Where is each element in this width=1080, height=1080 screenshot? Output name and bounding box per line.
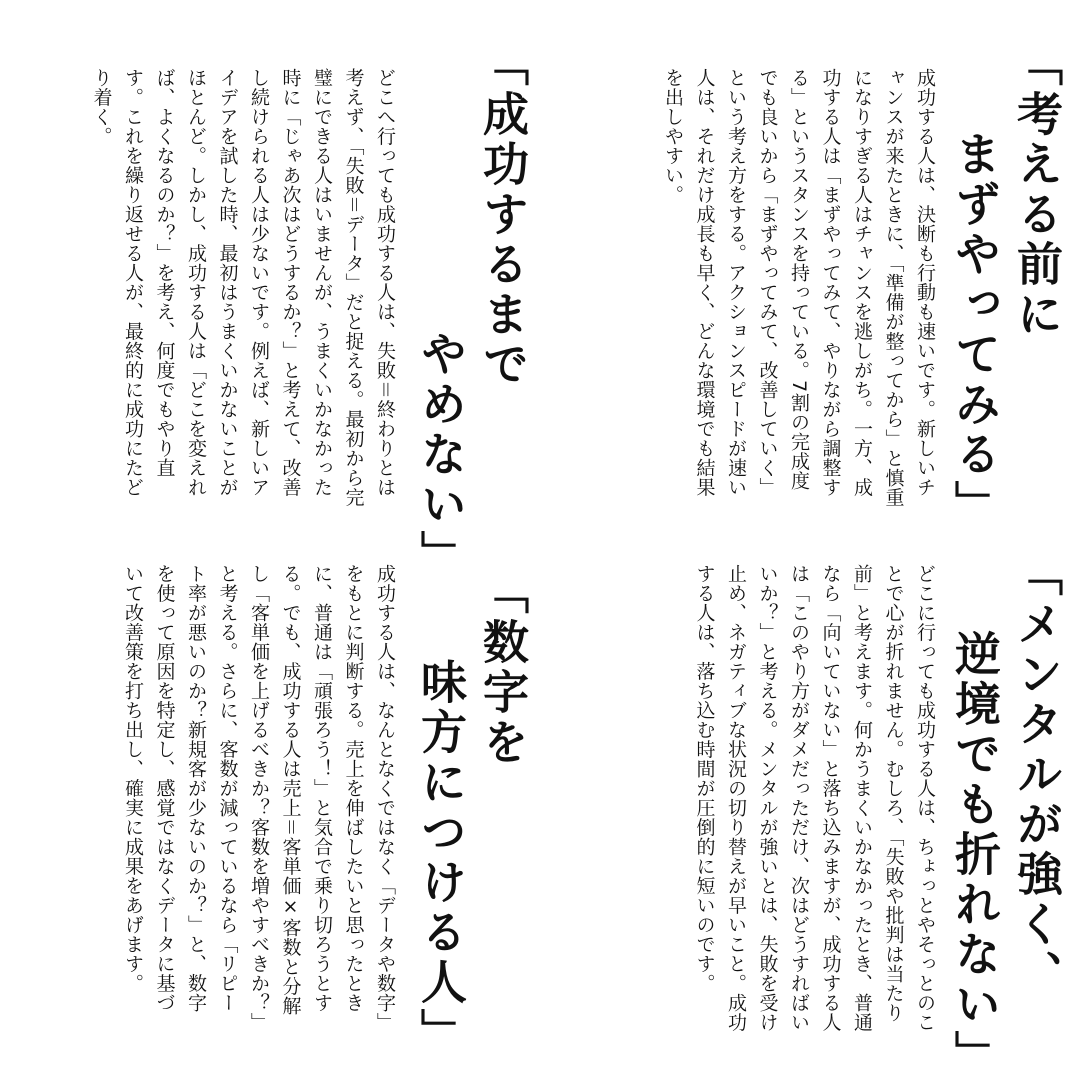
section-body: 成功する人は、決断も行動も速いです。新しいチャンスが来たときに、「準備が整ってから」と慎重になりすぎる人はチャンスを逃しがち。一方、成功する人は「まずやってみて、やりながら調整する」というスタンスを持っている。7割の完成度でも良いから「まずやってみて、改善していく」という考え方をする。アクションスピードが速い人は、それだけ成長も早く、どんな環境でも結果を出しやすい。 <box>662 68 936 507</box>
heading-line-1: 「数字を <box>476 568 530 768</box>
heading-line-2: 逆境でも折れない」 <box>948 630 1002 1080</box>
section-body: どこに行っても成功する人は、ちょっとやそっとのことで心が折れません。むしろ、「失敗や批判は当たり前」と考えます。何かうまくいかなかったとき、普通なら「向いていない」と落ち込みますが、成功する人は「このやり方がダメだっただけ、次はどうすればいいか？」と考える。メンタルが強いとは、失敗を受け止め、ネガティブな状況の切り替えが早いこと。成功する人は、落ち込む時間が圧倒的に短いのです。 <box>693 564 936 1032</box>
section-heading <box>944 40 1068 530</box>
section-heading <box>944 550 1068 1080</box>
section-heading <box>410 40 534 580</box>
heading-line-2: まずやってみる」 <box>948 130 1002 530</box>
section-never-give-up <box>0 0 540 580</box>
section-strong-mental <box>540 540 1080 1080</box>
heading-line-1: 「メンタルが強く、 <box>1010 550 1064 1000</box>
section-heading <box>410 568 534 1058</box>
heading-line-2: やめない」 <box>414 330 468 580</box>
heading-line-2: 味方につける人」 <box>414 658 468 1058</box>
section-body: どこへ行っても成功する人は、失敗＝終わりとは考えず、「失敗＝データ」だと捉える。最初から完璧にできる人はいませんが、うまくいかなかった時に「じゃあ次はどうするか？」と考えて、改善し続けられる人は少ないです。例えば、新しいアイデアを試した時、最初はうまくいかないことがほとんど。しかし、成功する人は「どこを変えれば、よくなるのか？」を考え、何度でもやり直す。これを繰り返せる人が、最終的に成功にたどり着く。 <box>90 68 396 508</box>
section-body: 成功する人は、なんとなくではなく「データや数字」をもとに判断する。売上を伸ばしたいと思ったときに、普通は「頑張ろう！」と気合で乗り切ろうとする。でも、成功する人は売上＝客単価×客数と分解し「客単価を上げるべきか？客数を増やすべきか？」と考える。さらに、客数が減っているなら「リピート率が悪いのか？新規客が少ないのか？」と、数字を使って原因を特定し、感覚ではなくデータに基づいて改善策を打ち出し、確実に成果をあげます。 <box>122 564 396 1023</box>
heading-line-1: 「考える前に <box>1010 40 1064 340</box>
section-use-numbers <box>0 540 540 1080</box>
heading-line-1: 「成功するまで <box>476 40 530 390</box>
section-think-act-first <box>540 0 1080 540</box>
